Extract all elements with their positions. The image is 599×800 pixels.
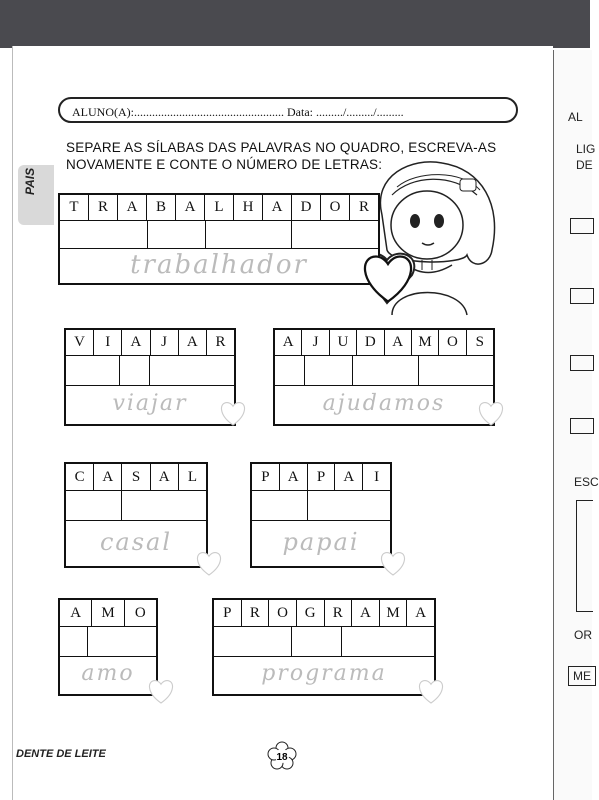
instruction-line-2: NOVAMENTE E CONTE O NÚMERO DE LETRAS: <box>66 157 383 172</box>
syllable-cell[interactable] <box>214 626 292 656</box>
right-fragment: AL <box>568 110 583 124</box>
right-box <box>570 288 594 304</box>
heart-icon <box>218 398 248 428</box>
word-box-viajar <box>64 328 236 426</box>
syllable-cell[interactable] <box>353 355 419 385</box>
syllable-row[interactable] <box>60 220 378 249</box>
right-box <box>570 418 594 434</box>
syllable-cell[interactable] <box>66 490 122 520</box>
letter-cell: J <box>302 330 329 355</box>
syllable-cell[interactable] <box>305 355 353 385</box>
syllable-cell[interactable] <box>206 220 292 248</box>
letter-cell: A <box>118 195 147 220</box>
scanner-edge <box>0 0 590 48</box>
letter-cell: R <box>242 600 270 626</box>
syllable-row[interactable] <box>66 490 206 521</box>
letter-row <box>66 330 234 356</box>
letter-cell: A <box>385 330 412 355</box>
word-box-trabalhador <box>58 193 380 285</box>
letter-cell: A <box>94 464 122 490</box>
right-fragment: ME <box>568 666 596 686</box>
letter-cell: D <box>292 195 321 220</box>
syllable-cell[interactable] <box>342 626 434 656</box>
letter-cell: A <box>176 195 205 220</box>
right-box <box>570 355 594 371</box>
letter-cell: M <box>412 330 439 355</box>
letter-cell: A <box>122 330 150 355</box>
publisher-logo: DENTE DE LEITE <box>16 748 106 760</box>
letter-cell: I <box>94 330 122 355</box>
syllable-cell[interactable] <box>60 626 88 656</box>
side-tab <box>18 165 54 225</box>
letter-row <box>275 330 493 356</box>
right-box <box>576 500 593 612</box>
letter-cell: S <box>122 464 150 490</box>
word-box-casal <box>64 462 208 568</box>
heart-icon <box>146 676 176 706</box>
letter-cell: H <box>234 195 263 220</box>
syllable-cell[interactable] <box>60 220 148 248</box>
word-box-papai <box>250 462 392 568</box>
word-box-programa <box>212 598 436 696</box>
syllable-cell[interactable] <box>308 490 390 520</box>
heart-icon <box>358 250 418 305</box>
letter-cell: T <box>60 195 89 220</box>
word-box-amo <box>58 598 158 696</box>
syllable-cell[interactable] <box>150 355 234 385</box>
letter-cell: V <box>66 330 94 355</box>
letter-cell: C <box>66 464 94 490</box>
cursive-word: viajar <box>112 391 188 416</box>
letter-cell: A <box>179 330 207 355</box>
letter-cell: A <box>275 330 302 355</box>
right-fragment: LIG <box>576 142 596 156</box>
syllable-row[interactable] <box>214 626 434 657</box>
letter-row <box>252 464 390 491</box>
syllable-cell[interactable] <box>66 355 120 385</box>
cursive-word: trabalhador <box>130 250 308 280</box>
side-tab-label: PAIS <box>23 167 37 195</box>
letter-row <box>214 600 434 627</box>
syllable-cell[interactable] <box>120 355 150 385</box>
right-fragment: DE <box>576 158 593 172</box>
cursive-word: papai <box>282 528 360 556</box>
heart-icon <box>378 548 408 578</box>
adjacent-page <box>552 50 599 800</box>
letter-cell: O <box>439 330 466 355</box>
syllable-row[interactable] <box>252 490 390 521</box>
student-name-date-line: ALUNO(A):.................................................. Data: ........./........./......... <box>72 105 404 119</box>
letter-cell: A <box>151 464 179 490</box>
letter-row <box>60 195 378 221</box>
right-fragment: OR <box>574 628 592 642</box>
letter-cell: A <box>60 600 92 626</box>
letter-cell: P <box>252 464 280 490</box>
cursive-word: programa <box>261 661 387 686</box>
syllable-cell[interactable] <box>292 220 378 248</box>
letter-cell: B <box>147 195 176 220</box>
letter-cell: A <box>280 464 308 490</box>
syllable-cell[interactable] <box>275 355 305 385</box>
cursive-word: casal <box>99 528 173 556</box>
cursive-word: ajudamos <box>322 391 446 416</box>
syllable-cell[interactable] <box>252 490 308 520</box>
syllable-cell[interactable] <box>122 490 206 520</box>
syllable-cell[interactable] <box>292 626 342 656</box>
heart-icon <box>416 676 446 706</box>
word-box-ajudamos <box>273 328 495 426</box>
syllable-cell[interactable] <box>148 220 206 248</box>
letter-cell: R <box>89 195 118 220</box>
letter-cell: S <box>475 334 484 350</box>
letter-cell: M <box>92 600 124 626</box>
letter-row <box>60 600 156 627</box>
student-header <box>58 97 518 123</box>
letter-cell: R <box>215 334 226 350</box>
cursive-word: amo <box>81 661 135 686</box>
letter-cell: R <box>325 600 353 626</box>
page-number-flower-icon <box>268 742 296 770</box>
letter-cell: I <box>374 469 380 485</box>
letter-cell: R <box>358 199 369 215</box>
letter-cell: O <box>134 605 146 621</box>
letter-cell: L <box>187 469 197 485</box>
syllable-row[interactable] <box>66 355 234 386</box>
letter-cell: G <box>297 600 325 626</box>
letter-cell: A <box>352 600 380 626</box>
right-box <box>570 218 594 234</box>
letter-cell: A <box>335 464 363 490</box>
letter-cell: M <box>380 600 408 626</box>
letter-cell: D <box>357 330 384 355</box>
syllable-row[interactable] <box>60 626 156 657</box>
letter-cell: A <box>415 605 427 621</box>
syllable-cell[interactable] <box>88 626 156 656</box>
letter-row <box>66 464 206 491</box>
letter-cell: P <box>214 600 242 626</box>
heart-icon <box>476 398 506 428</box>
right-fragment: ESC <box>574 475 599 489</box>
letter-cell: P <box>308 464 336 490</box>
page-number: 18 <box>276 752 288 763</box>
instruction-line-1: SEPARE AS SÍLABAS DAS PALAVRAS NO QUADRO, ESCREVA-AS <box>66 140 497 155</box>
syllable-cell[interactable] <box>419 355 493 385</box>
letter-cell: O <box>321 195 350 220</box>
letter-cell: O <box>269 600 297 626</box>
letter-cell: A <box>263 195 292 220</box>
letter-cell: U <box>330 330 357 355</box>
letter-cell: J <box>151 330 179 355</box>
syllable-row[interactable] <box>275 355 493 386</box>
heart-icon <box>194 548 224 578</box>
letter-cell: L <box>205 195 234 220</box>
